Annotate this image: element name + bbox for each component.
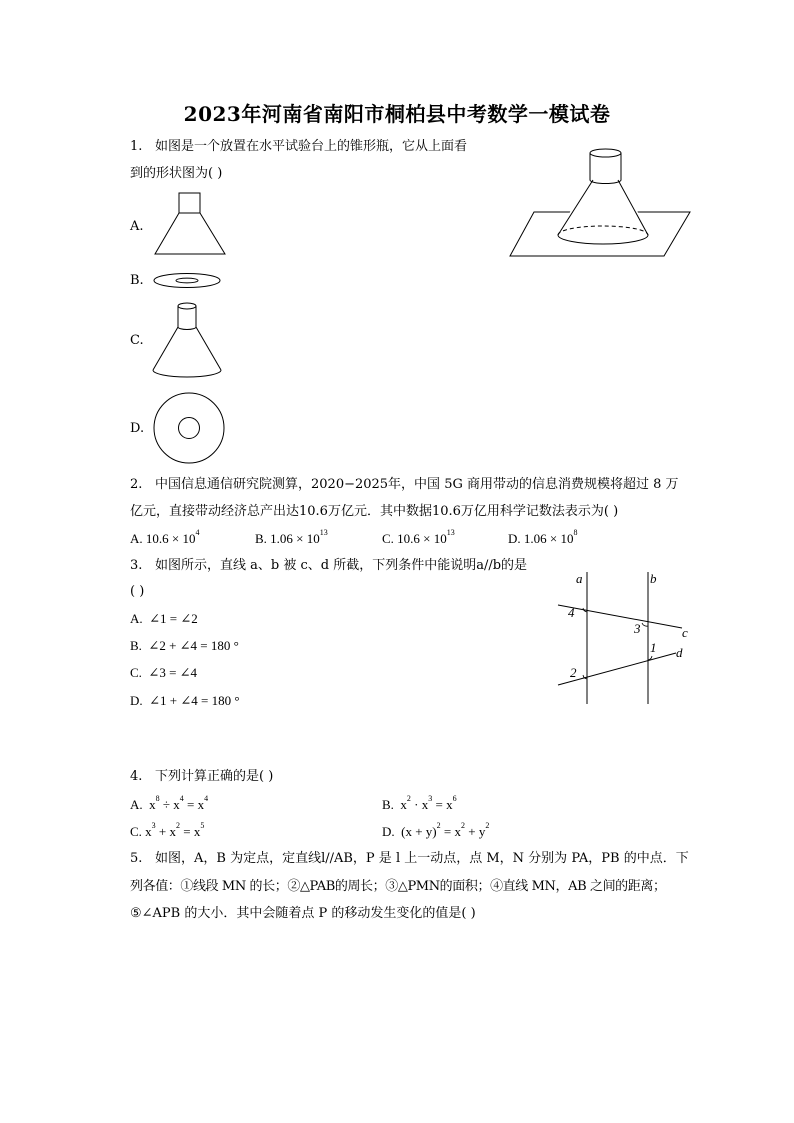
q4-option-d: D. $(x + y)^2 = x^2 + y^2$: [382, 821, 490, 839]
q2-number: 2.: [130, 477, 143, 492]
q4-stem: 下列计算正确的是( ): [155, 769, 274, 784]
q1-option-a-figure: [150, 192, 230, 256]
q1-option-a-label: A.: [130, 219, 144, 234]
q3-option-d: [130, 693, 240, 709]
q1-stem-line1: 如图是一个放置在水平试验台上的锥形瓶，它从上面看: [155, 139, 468, 154]
q2-option-b-base: 1.06 × 10: [270, 531, 320, 546]
q5-number: 5.: [130, 851, 143, 866]
q2-option-d-label: D.: [508, 531, 521, 546]
q2-option-c-base: 10.6 × 10: [397, 531, 447, 546]
q3-label-c: c: [682, 625, 688, 640]
q4-option-c: C. $x^3 + x^2 = x^5$: [130, 821, 205, 839]
q1-option-c-figure: [150, 298, 230, 380]
q2-option-a-label: A.: [130, 531, 143, 546]
q2-stem-line2: 亿元，直接带动经济总产出达10.6万亿元．其中数据10.6万亿用科学记数法表示为( ): [130, 504, 619, 519]
q3-stem-line1: 如图所示，直线 a、b 被 c、d 所截，下列条件中能说明a//b的是: [155, 558, 528, 573]
q3-option-b-label: B.: [130, 638, 142, 653]
q3-option-a-text: ∠1 = ∠2: [149, 611, 198, 626]
q4-option-d-label: D.: [382, 824, 395, 839]
q1-option-c-label: C.: [130, 333, 144, 348]
page-title: 2023年河南省南阳市桐柏县中考数学一模试卷: [183, 102, 611, 126]
q4-option-a: A. $x^8 \div x^4 = x^4$: [130, 794, 209, 812]
q3-label-a: a: [576, 571, 583, 586]
q1-option-d-label: D.: [130, 421, 145, 436]
q3-option-b-text: ∠2 + ∠4 = 180 °: [148, 638, 239, 653]
q2-option-d-base: 1.06 × 10: [523, 531, 574, 546]
q3-option-c: [130, 665, 197, 681]
q3-label-3: 3: [634, 621, 641, 636]
q3-label-1: 1: [650, 640, 657, 655]
q3-option-a-label: A.: [130, 611, 143, 626]
q5-stem-line2: 列各值：①线段 MN 的长；②△PAB的周长；③△PMN的面积；④直线 MN，AB 之间的距离；: [130, 879, 666, 894]
q2-option-b-exp: 13: [319, 528, 328, 537]
q3-option-b: [130, 638, 239, 654]
q2-option-b: [255, 528, 328, 547]
q3-option-d-text: ∠1 + ∠4 = 180 °: [149, 693, 240, 708]
q2-option-c-label: C.: [382, 531, 394, 546]
q2-option-c: [382, 528, 455, 547]
q1-figure-flask: [508, 146, 692, 258]
q2-option-c-exp: 13: [446, 528, 455, 537]
q3-label-d: d: [676, 645, 683, 660]
q3-figure-lines: [550, 568, 700, 708]
q3-option-a: [130, 611, 198, 627]
q2-option-d-exp: 8: [573, 528, 578, 537]
q2-option-a-exp: 4: [195, 528, 200, 537]
q2-option-d: [508, 528, 578, 547]
q3-option-d-label: D.: [130, 693, 143, 708]
q1-option-b-label: B.: [130, 273, 144, 288]
q3-number: 3.: [130, 558, 143, 573]
q1-number: 1.: [130, 139, 143, 154]
q1-option-b-figure: [150, 270, 230, 292]
q4-option-a-label: A.: [130, 797, 143, 812]
q3-label-b: b: [650, 571, 657, 586]
q1-option-d-figure: [150, 390, 230, 468]
q1-stem-line2: 到的形状图为( ): [130, 166, 223, 181]
q4-option-c-label: C.: [130, 824, 142, 839]
q4-number: 4.: [130, 769, 143, 784]
q5-stem-line3: ⑤∠APB 的大小．其中会随着点 P 的移动发生变化的值是( ): [130, 906, 476, 921]
q4-option-b: B. $x^2 \cdot x^3 = x^6$: [382, 794, 457, 812]
q3-option-c-text: ∠3 = ∠4: [148, 665, 198, 680]
q3-stem-line2: ( ): [130, 584, 145, 599]
q3-option-c-label: C.: [130, 665, 142, 680]
q2-option-a-base: 10.6 × 10: [145, 531, 196, 546]
q3-label-2: 2: [570, 665, 577, 680]
q5-stem-line1: 如图，A，B 为定点，定直线l//AB，P 是 l 上一动点，点 M，N 分别为 PA，PB 的中点．下: [155, 851, 689, 866]
q2-option-a: [130, 528, 200, 547]
q4-option-b-label: B.: [382, 797, 394, 812]
q2-stem-line1: 中国信息通信研究院测算，2020−2025年，中国 5G 商用带动的信息消费规模将超过 8 万: [155, 477, 679, 492]
q2-option-b-label: B.: [255, 531, 267, 546]
q3-label-4: 4: [568, 605, 575, 620]
